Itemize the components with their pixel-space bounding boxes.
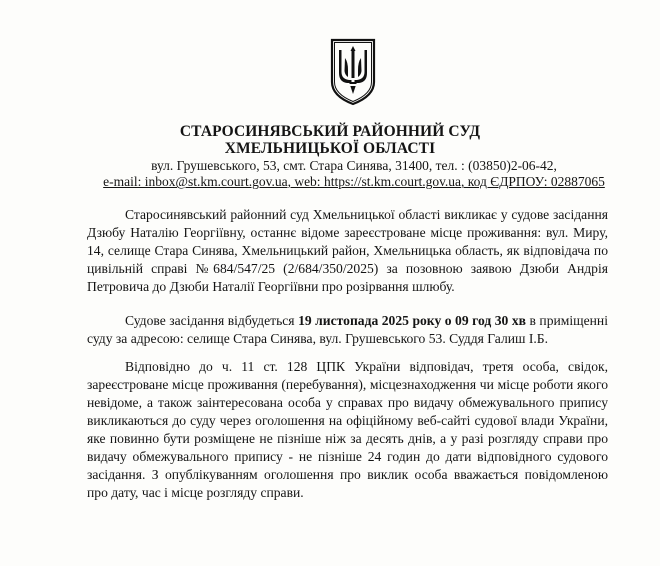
- hearing-datetime: 19 листопада 2025 року о 09 год 30 хв: [298, 313, 526, 328]
- court-name-line2: ХМЕЛЬНИЦЬКОЇ ОБЛАСТІ: [224, 140, 436, 157]
- hearing-text-before: Судове засідання відбудеться: [125, 313, 299, 328]
- summons-paragraph: Старосинявський районний суд Хмельницької області викликає у судове засідання Дзюбу Наталію Георгіївну, останнє відоме зареєстроване місце проживання: вул. Миру, 14, селище Стара Синява, Хмельницький район, Хмельницька область, як відповідача по цивільній справі №684/547/25 (2/684/350/2025) за позовною заявою Дзюби Андрія Петровича до Дзюби Наталії Георгіївни про розірвання шлюбу.: [87, 207, 608, 294]
- court-name-line1: СТАРОСИНЯВСЬКИЙ РАЙОННИЙ СУД: [179, 123, 481, 140]
- trident-coat-of-arms-icon: [329, 38, 377, 106]
- hearing-text-after: в приміщенні суду за адресою: селище Стара Синява, вул. Грушевського 53. Суддя Галиш І.Б.: [87, 313, 608, 346]
- court-name: [0, 123, 660, 157]
- hearing-date-paragraph: [87, 312, 608, 348]
- contacts-line[interactable]: e-mail: inbox@st.km.court.gov.ua, web: https://st.km.court.gov.ua, код ЄДРПОУ: 02887065: [103, 174, 605, 189]
- legal-basis-paragraph: Відповідно до ч. 11 ст. 128 ЦПК України відповідач, третя особа, свідок, зареєстроване місце проживання (перебування), місцезнаходження чи місце роботи якого невідоме, а також заінтересована особа у справах про видачу обмежувального припису викликаються до суду через оголошення на офіційному веб-сайті судової влади України, яке повинно бути розміщене не пізніше ніж за десять днів, а у разі розгляду справи про видачу обмежувального припису - не пізніше 24 годин до дати відповідного судового засідання. З опублікуванням оголошення про виклик особа вважається повідомленою про дату, час і місце розгляду справи.: [87, 359, 608, 500]
- court-contacts: [34, 158, 660, 190]
- address-line: вул. Грушевського, 53, смт. Стара Синява, 31400, тел. : (03850)2-06-42,: [151, 158, 557, 173]
